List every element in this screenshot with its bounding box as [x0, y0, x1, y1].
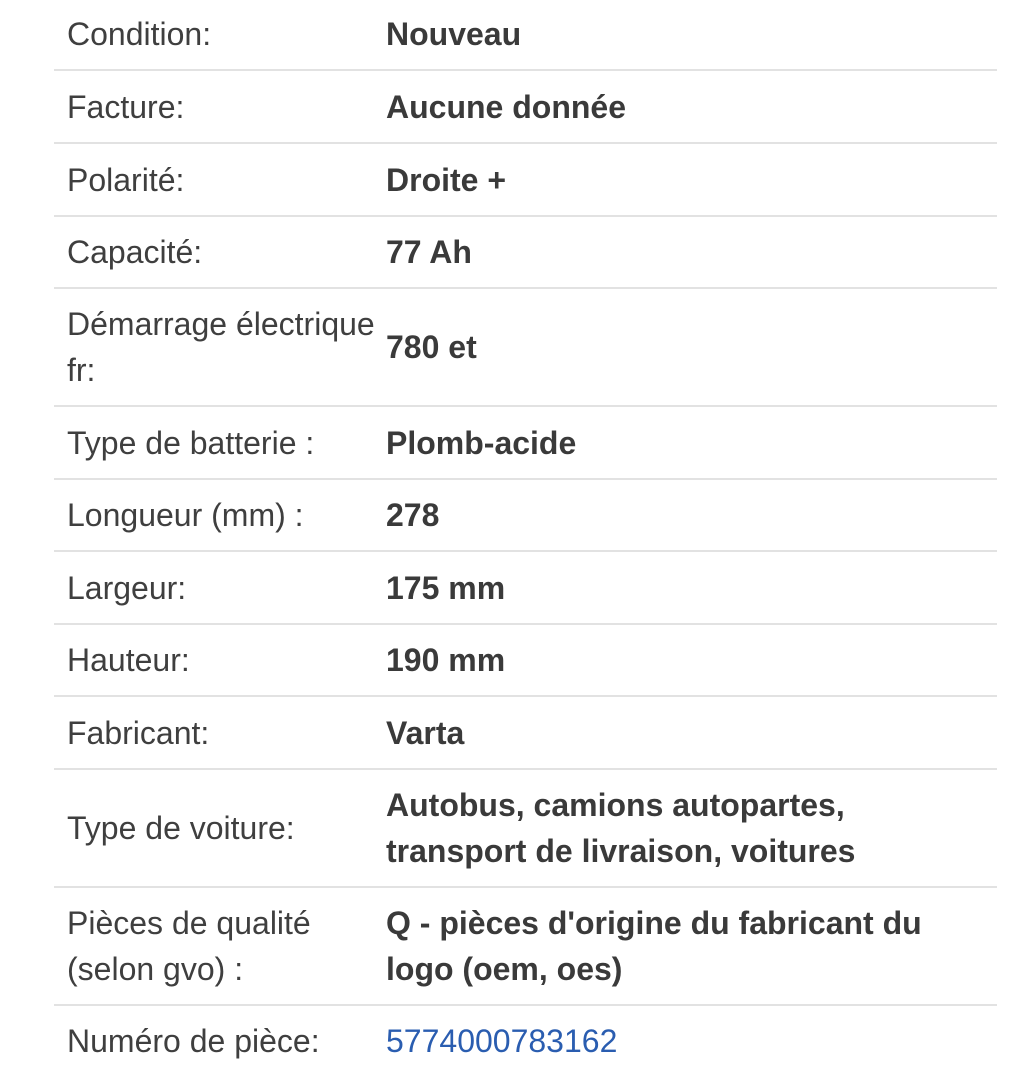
spec-row-capacity: [54, 217, 997, 289]
spec-label: Largeur:: [67, 569, 187, 606]
spec-value: 780 et: [386, 329, 477, 365]
spec-label: Pièces de qualité (selon gvo) :: [67, 905, 311, 987]
spec-value: Plomb-acide: [386, 424, 577, 461]
spec-value: Q - pièces d'origine du fabricant du logo (oem, oes): [386, 905, 922, 987]
spec-row-polarity: [54, 144, 997, 217]
spec-value: 190 mm: [386, 642, 506, 678]
part-number-link[interactable]: 5774000783162: [386, 1023, 618, 1059]
spec-label: Capacité:: [67, 234, 203, 270]
spec-label: Condition:: [67, 15, 212, 52]
spec-value: Varta: [386, 714, 465, 751]
spec-label: Hauteur:: [67, 642, 190, 678]
spec-label: Polarité:: [67, 161, 185, 198]
spec-label: Type de voiture:: [67, 810, 295, 846]
spec-row-length: [54, 480, 997, 552]
spec-row-width: [54, 552, 997, 625]
spec-label: Facture:: [67, 88, 185, 125]
spec-value: Autobus, camions autopartes, transport de livraison, voitures: [386, 787, 856, 869]
spec-row-vehicle-type: [54, 770, 997, 888]
spec-row-part-number: [54, 1006, 997, 1076]
spec-value: Droite +: [386, 161, 507, 198]
spec-label: Fabricant:: [67, 714, 210, 751]
spec-row-invoice: [54, 71, 997, 144]
spec-value: 278: [386, 497, 440, 533]
spec-value: Nouveau: [386, 15, 522, 52]
spec-value: 77 Ah: [386, 234, 472, 270]
spec-value: 175 mm: [386, 569, 506, 606]
spec-row-condition: [54, 0, 997, 71]
spec-row-height: [54, 625, 997, 697]
spec-label: Longueur (mm) :: [67, 497, 304, 533]
spec-label: Type de batterie :: [67, 424, 315, 461]
specifications-table: [54, 0, 997, 1076]
spec-label: Démarrage électrique fr:: [67, 306, 375, 388]
spec-row-cold-cranking: [54, 289, 997, 407]
spec-label: Numéro de pièce:: [67, 1023, 320, 1059]
spec-value: Aucune donnée: [386, 88, 627, 125]
spec-row-quality: [54, 888, 997, 1006]
spec-row-battery-type: [54, 407, 997, 480]
spec-row-manufacturer: [54, 697, 997, 770]
